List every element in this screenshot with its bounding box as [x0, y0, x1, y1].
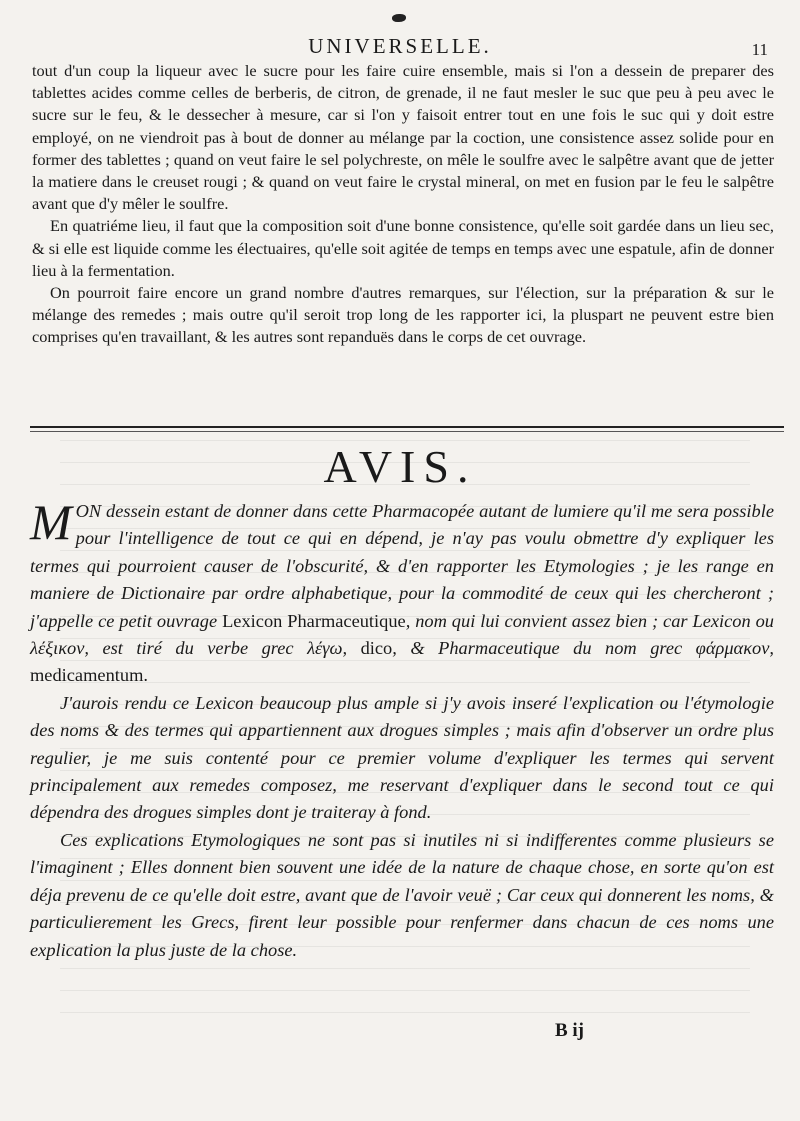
section-rule-thin: [30, 431, 784, 432]
paragraph-remarks: On pourroit faire encore un grand nombre d'autres remarques, sur l'élection, sur la préparation & sur le mélange des remedes ; mais outre qu'il seroit trop long de les rapporter ici, la pluspart ne peuvent estre bien comprises qu'en travaillant, & les autres sont repanduës dans le corps de cet ouvrage.: [32, 283, 774, 347]
ornament-mark: [392, 14, 406, 22]
running-title: UNIVERSELLE.: [308, 34, 492, 58]
gathering-signature: B ij: [554, 1020, 584, 1041]
avis-p1-part-c: , nom qui lui convient assez bien ; car Lexicon ou λέξικον, est tiré du verbe grec λέγω,: [30, 610, 774, 659]
drop-cap: M: [30, 494, 72, 550]
paragraph-continued: tout d'un coup la liqueur avec le sucre pour les faire cuire ensemble, mais si l'on a dessein de preparer des tablettes acides comme celles de berberis, de citron, de grenade, il ne faut mesler le suc que peu à peu avec le sucre sur le feu, & le dessecher à mesure, car si l'on y faisoit entrer tout en une fois le suc qui y doit estre employé, on ne viendroit pas à bout de donner au mélange par la coction, une consistence assez solide pour en former des tablettes ; quand on veut faire le sel polychreste, on mêle le soulfre avec le salpêtre avant que de jetter la matiere dans le creuset rougi ; & quand on veut faire le crystal mineral, on met en fusion par le feu le salpêtre avant que d'y mêler le soulfre.: [32, 61, 774, 214]
paragraph-fourth-point: En quatriéme lieu, il faut que la composition soit d'une bonne consistence, qu'elle soit gardée dans un lieu sec, & si elle est liquide comme les électuaires, qu'elle soit agitée de temps en temps avec une espatule, afin de donner lieu à la fermentation.: [32, 216, 774, 280]
latin-dico: dico: [360, 638, 393, 659]
lexicon-title: Lexicon Pharmaceutique: [222, 610, 406, 631]
avis-heading: AVIS.: [323, 441, 477, 492]
section-rule: [30, 426, 784, 428]
page-number: 11: [751, 40, 768, 59]
latin-medicamentum: medicamentum.: [30, 665, 148, 686]
avis-p1-part-e: , & Pharmaceutique du nom grec φάρμακον,: [392, 638, 774, 659]
running-head: [0, 34, 800, 60]
avis-paragraph-2: J'aurois rendu ce Lexicon beaucoup plus ample si j'y avois inseré l'explication ou l'étymologie des noms & des termes qui appartiennent aux drogues simples ; mais afin d'observer un ordre plus regulier, je me suis contenté pour ce premier volume d'expliquer les termes qui servent principalement aux remedes composez, me reservant d'expliquer dans le second tout ce qui dépendra des drogues simples dont je traiteray à fond.: [30, 692, 774, 823]
continued-body-text: [32, 60, 774, 349]
avis-body: [30, 494, 774, 964]
avis-paragraph-1: [30, 494, 774, 690]
avis-paragraph-3: Ces explications Etymologiques ne sont pas si inutiles ni si indifferentes comme plusieurs se l'imaginent ; Elles donnent bien souvent une idée de la nature de chaque chose, en sorte qu'on est déja prevenu de ce qu'elle doit estre, avant que de l'avoir veuë ; Car ceux qui donnerent les noms, & particulierement les Grecs, firent leur possible pour renfermer dans chacun de ces noms une explication la plus juste de la chose.: [30, 829, 774, 960]
avis-p1-part-a: ON dessein estant de donner dans cette Pharmacopée autant de lumiere qu'il me sera possible pour l'intelligence de tout ce qui en dépend, je n'ay pas voulu obmettre d'y expliquer les termes qui pourroient causer de l'obscurité, & d'en rapporter les Etymologies ; je les range en maniere de Dictionaire par ordre alphabetique, pour la commodité de ceux qui les chercheront ; j'appelle ce petit ouvrage: [30, 501, 774, 631]
